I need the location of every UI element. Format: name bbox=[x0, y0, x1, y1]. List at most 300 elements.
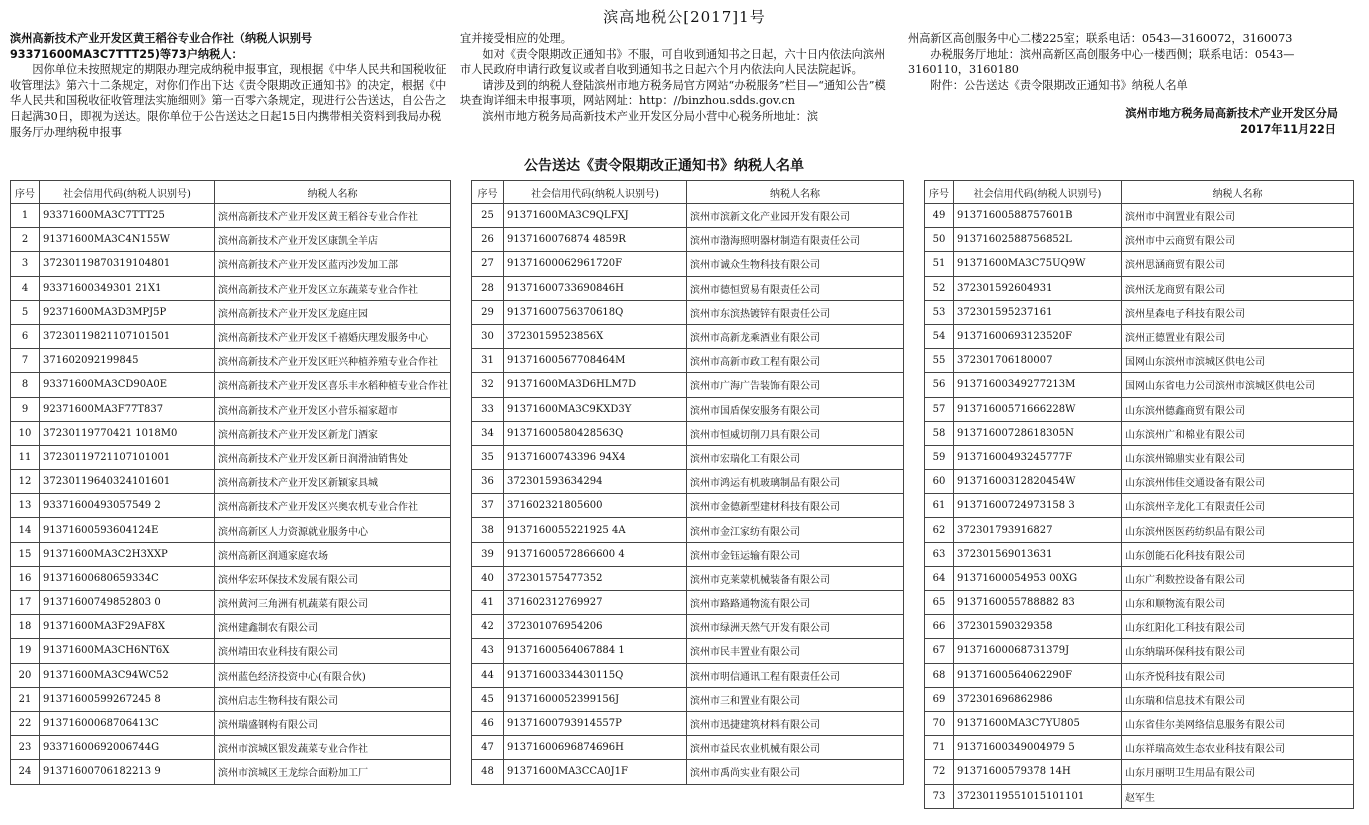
notice-column-1 bbox=[10, 31, 448, 140]
row-number: 27 bbox=[472, 252, 504, 276]
row-number: 43 bbox=[472, 639, 504, 663]
credit-code: 91371600743396 94X4 bbox=[504, 445, 687, 469]
credit-code: 91371600696874696H bbox=[504, 736, 687, 760]
credit-code: 91371600693123520F bbox=[954, 324, 1122, 348]
row-number: 19 bbox=[11, 639, 40, 663]
credit-code: 91371600312820454W bbox=[954, 470, 1122, 494]
taxpayer-name: 滨州高新区人力资源就业服务中心 bbox=[215, 518, 451, 542]
row-number: 38 bbox=[472, 518, 504, 542]
table-row bbox=[11, 470, 451, 494]
credit-code: 91371600MA3D6HLM7D bbox=[504, 373, 687, 397]
row-number: 6 bbox=[11, 324, 40, 348]
credit-code: 37230119821107101501 bbox=[40, 324, 215, 348]
credit-code: 91371600MA3C9KXD3Y bbox=[504, 397, 687, 421]
taxpayer-name: 滨州市高新市政工程有限公司 bbox=[687, 349, 904, 373]
table-row bbox=[472, 397, 904, 421]
row-number: 11 bbox=[11, 445, 40, 469]
row-number: 46 bbox=[472, 711, 504, 735]
row-number: 71 bbox=[925, 736, 954, 760]
taxpayer-name: 滨州市民丰置业有限公司 bbox=[687, 639, 904, 663]
taxpayer-name: 滨州市金钰运输有限公司 bbox=[687, 542, 904, 566]
table-row bbox=[925, 276, 1354, 300]
row-number: 25 bbox=[472, 204, 504, 228]
taxpayer-name: 滨州市鸿运有机玻璃制品有限公司 bbox=[687, 470, 904, 494]
taxpayer-name: 滨州高新技术产业开发区小营乐福家超市 bbox=[215, 397, 451, 421]
table-row bbox=[472, 349, 904, 373]
table-row bbox=[472, 760, 904, 784]
taxpayer-name: 滨州市滨新文化产业园开发有限公司 bbox=[687, 204, 904, 228]
credit-code: 91371600062961720F bbox=[504, 252, 687, 276]
credit-code: 93371600493057549 2 bbox=[40, 494, 215, 518]
credit-code: 371602312769927 bbox=[504, 591, 687, 615]
credit-code: 91371600580428563Q bbox=[504, 421, 687, 445]
credit-code: 91371600MA3F29AF8X bbox=[40, 615, 215, 639]
credit-code: 371602092199845 bbox=[40, 349, 215, 373]
row-number: 63 bbox=[925, 542, 954, 566]
table-row bbox=[11, 736, 451, 760]
table-header-row bbox=[11, 181, 451, 204]
header-no: 序号 bbox=[11, 181, 40, 204]
row-number: 45 bbox=[472, 687, 504, 711]
table-row bbox=[925, 445, 1354, 469]
table-row bbox=[925, 542, 1354, 566]
credit-code: 91371600588757601B bbox=[954, 204, 1122, 228]
row-number: 16 bbox=[11, 566, 40, 590]
table-row bbox=[472, 542, 904, 566]
table-row bbox=[11, 639, 451, 663]
row-number: 54 bbox=[925, 324, 954, 348]
taxpayer-name: 滨州市迅捷建筑材料有限公司 bbox=[687, 711, 904, 735]
credit-code: 91371600564062290F bbox=[954, 663, 1122, 687]
taxpayer-name: 山东滨州锦鼎实业有限公司 bbox=[1122, 445, 1354, 469]
credit-code: 91371600599267245 8 bbox=[40, 687, 215, 711]
row-number: 2 bbox=[11, 228, 40, 252]
taxpayer-name: 滨州市禹尚实业有限公司 bbox=[687, 760, 904, 784]
header-code: 社会信用代码(纳税人识别号) bbox=[954, 181, 1122, 204]
credit-code: 371602321805600 bbox=[504, 494, 687, 518]
table-row bbox=[472, 711, 904, 735]
row-number: 66 bbox=[925, 615, 954, 639]
table-row bbox=[925, 252, 1354, 276]
table-row bbox=[472, 663, 904, 687]
table-row bbox=[11, 542, 451, 566]
taxpayer-name: 滨州高新技术产业开发区千禧婚庆理发服务中心 bbox=[215, 324, 451, 348]
notice-paragraph: 宜并接受相应的处理。 bbox=[460, 32, 572, 45]
table-row bbox=[11, 591, 451, 615]
table-row bbox=[925, 591, 1354, 615]
row-number: 36 bbox=[472, 470, 504, 494]
credit-code: 372301595237161 bbox=[954, 300, 1122, 324]
taxpayer-name: 滨州高新技术产业开发区新颖家具城 bbox=[215, 470, 451, 494]
row-number: 61 bbox=[925, 494, 954, 518]
row-number: 28 bbox=[472, 276, 504, 300]
table-row bbox=[472, 228, 904, 252]
notice-column-3 bbox=[908, 31, 1338, 138]
table-row bbox=[472, 591, 904, 615]
credit-code: 91371600MA3C75UQ9W bbox=[954, 252, 1122, 276]
table-header-row bbox=[925, 181, 1354, 204]
credit-code: 372301793916827 bbox=[954, 518, 1122, 542]
credit-code: 93371600692006744G bbox=[40, 736, 215, 760]
credit-code: 91371600680659334C bbox=[40, 566, 215, 590]
credit-code: 91371602588756852L bbox=[954, 228, 1122, 252]
taxpayer-name: 国网山东滨州市滨城区供电公司 bbox=[1122, 349, 1354, 373]
credit-code: 91371600564067884 1 bbox=[504, 639, 687, 663]
row-number: 57 bbox=[925, 397, 954, 421]
table-row bbox=[472, 421, 904, 445]
taxpayer-name: 滨州沃龙商贸有限公司 bbox=[1122, 276, 1354, 300]
document-number: 滨高地税公[2017]1号 bbox=[603, 8, 766, 26]
credit-code: 91371600334430115Q bbox=[504, 663, 687, 687]
credit-code: 37230119640324101601 bbox=[40, 470, 215, 494]
credit-code: 372301696862986 bbox=[954, 687, 1122, 711]
table-row bbox=[11, 349, 451, 373]
row-number: 67 bbox=[925, 639, 954, 663]
taxpayer-name: 滨州市三和置业有限公司 bbox=[687, 687, 904, 711]
header-name: 纳税人名称 bbox=[215, 181, 451, 204]
taxpayer-name: 滨州高新技术产业开发区立东蔬菜专业合作社 bbox=[215, 276, 451, 300]
table-row bbox=[11, 445, 451, 469]
credit-code: 372301592604931 bbox=[954, 276, 1122, 300]
table-row bbox=[11, 397, 451, 421]
row-number: 53 bbox=[925, 300, 954, 324]
table-row bbox=[472, 518, 904, 542]
header-name: 纳税人名称 bbox=[687, 181, 904, 204]
table-row bbox=[472, 276, 904, 300]
header-no: 序号 bbox=[925, 181, 954, 204]
row-number: 35 bbox=[472, 445, 504, 469]
row-number: 21 bbox=[11, 687, 40, 711]
row-number: 73 bbox=[925, 784, 954, 808]
taxpayer-name: 国网山东省电力公司滨州市滨城区供电公司 bbox=[1122, 373, 1354, 397]
taxpayer-name: 滨州高新技术产业开发区新日润滑油销售处 bbox=[215, 445, 451, 469]
row-number: 39 bbox=[472, 542, 504, 566]
credit-code: 372301076954206 bbox=[504, 615, 687, 639]
taxpayer-name: 赵军生 bbox=[1122, 784, 1354, 808]
row-number: 8 bbox=[11, 373, 40, 397]
credit-code: 91371600MA3C9QLFXJ bbox=[504, 204, 687, 228]
table-row bbox=[925, 349, 1354, 373]
credit-code: 91371600567708464M bbox=[504, 349, 687, 373]
row-number: 51 bbox=[925, 252, 954, 276]
row-number: 13 bbox=[11, 494, 40, 518]
row-number: 15 bbox=[11, 542, 40, 566]
credit-code: 91371600571666228W bbox=[954, 397, 1122, 421]
credit-code: 91371600733690846H bbox=[504, 276, 687, 300]
row-number: 70 bbox=[925, 711, 954, 735]
taxpayer-name: 山东滨州德鑫商贸有限公司 bbox=[1122, 397, 1354, 421]
credit-code: 92371600MA3F77T837 bbox=[40, 397, 215, 421]
notice-addressee: 滨州高新技术产业开发区黄王稻谷专业合作社（纳税人识别号93371600MA3C7TTT25)等73户纳税人： bbox=[10, 32, 313, 61]
table-row bbox=[472, 639, 904, 663]
taxpayer-name: 滨州高新技术产业开发区喜乐丰水稻种植专业合作社 bbox=[215, 373, 451, 397]
row-number: 9 bbox=[11, 397, 40, 421]
header-code: 社会信用代码(纳税人识别号) bbox=[504, 181, 687, 204]
taxpayer-name: 山东和顺物流有限公司 bbox=[1122, 591, 1354, 615]
taxpayer-name: 山东滨州医医药纺织品有限公司 bbox=[1122, 518, 1354, 542]
row-number: 62 bbox=[925, 518, 954, 542]
credit-code: 91371600052399156J bbox=[504, 687, 687, 711]
taxpayer-name: 滨州建鑫制农有限公司 bbox=[215, 615, 451, 639]
notice-paragraph: 请涉及到的纳税人登陆滨州市地方税务局官方网站“办税服务”栏目—“通知公告”模块查询详细未申报事项，网站网址：http：//binzhou.sdds.gov.cn bbox=[460, 78, 886, 108]
row-number: 65 bbox=[925, 591, 954, 615]
table-row bbox=[472, 615, 904, 639]
credit-code: 372301569013631 bbox=[954, 542, 1122, 566]
table-row bbox=[472, 300, 904, 324]
table-row bbox=[11, 300, 451, 324]
table-row bbox=[925, 228, 1354, 252]
row-number: 58 bbox=[925, 421, 954, 445]
table-row bbox=[925, 204, 1354, 228]
taxpayer-name: 滨州华宏环保技术发展有限公司 bbox=[215, 566, 451, 590]
table-row bbox=[11, 276, 451, 300]
row-number: 22 bbox=[11, 711, 40, 735]
table-row bbox=[11, 228, 451, 252]
table-row bbox=[925, 300, 1354, 324]
table-row bbox=[925, 470, 1354, 494]
credit-code: 91371600728618305N bbox=[954, 421, 1122, 445]
table-row bbox=[11, 687, 451, 711]
taxpayer-name: 山东月丽明卫生用品有限公司 bbox=[1122, 760, 1354, 784]
table-row bbox=[472, 687, 904, 711]
notice-paragraph: 滨州市地方税务局高新技术产业开发区分局小营中心税务所地址：滨 bbox=[482, 109, 819, 123]
credit-code: 91371600493245777F bbox=[954, 445, 1122, 469]
taxpayer-name: 山东纳瑞环保科技有限公司 bbox=[1122, 639, 1354, 663]
notice-column-2 bbox=[460, 31, 895, 125]
credit-code: 91371600054953 00XG bbox=[954, 566, 1122, 590]
taxpayer-name: 滨州市绿洲天然气开发有限公司 bbox=[687, 615, 904, 639]
table-row bbox=[11, 518, 451, 542]
credit-code: 93371600349301 21X1 bbox=[40, 276, 215, 300]
credit-code: 91371600MA3CCA0J1F bbox=[504, 760, 687, 784]
table-row bbox=[925, 324, 1354, 348]
row-number: 18 bbox=[11, 615, 40, 639]
row-number: 31 bbox=[472, 349, 504, 373]
taxpayer-name: 滨州市克莱蒙机械装备有限公司 bbox=[687, 566, 904, 590]
row-number: 26 bbox=[472, 228, 504, 252]
taxpayer-name: 滨州市金德新型建材科技有限公司 bbox=[687, 494, 904, 518]
credit-code: 91371600793914557P bbox=[504, 711, 687, 735]
table-row bbox=[925, 687, 1354, 711]
list-title: 公告送达《责令限期改正通知书》纳税人名单 bbox=[524, 158, 804, 174]
row-number: 23 bbox=[11, 736, 40, 760]
taxpayer-name: 滨州高新技术产业开发区黄王稻谷专业合作社 bbox=[215, 204, 451, 228]
row-number: 34 bbox=[472, 421, 504, 445]
row-number: 49 bbox=[925, 204, 954, 228]
taxpayer-name: 山东创能石化科技有限公司 bbox=[1122, 542, 1354, 566]
table-row bbox=[472, 470, 904, 494]
taxpayer-name: 滨州市明信通讯工程有限责任公司 bbox=[687, 663, 904, 687]
credit-code: 91371600579378 14H bbox=[954, 760, 1122, 784]
table-row bbox=[11, 204, 451, 228]
credit-code: 372301575477352 bbox=[504, 566, 687, 590]
table-row bbox=[472, 252, 904, 276]
credit-code: 37230119770421 1018M0 bbox=[40, 421, 215, 445]
row-number: 68 bbox=[925, 663, 954, 687]
taxpayer-name: 滨州高新技术产业开发区旺兴种植养殖专业合作社 bbox=[215, 349, 451, 373]
table-row bbox=[11, 421, 451, 445]
taxpayer-name: 滨州市益民农业机械有限公司 bbox=[687, 736, 904, 760]
taxpayer-name: 滨州思涵商贸有限公司 bbox=[1122, 252, 1354, 276]
taxpayer-name: 山东省佳尔美网络信息服务有限公司 bbox=[1122, 711, 1354, 735]
taxpayer-name: 山东广利数控设备有限公司 bbox=[1122, 566, 1354, 590]
row-number: 41 bbox=[472, 591, 504, 615]
taxpayer-table bbox=[924, 180, 1354, 809]
taxpayer-name: 山东祥瑞高效生态农业科技有限公司 bbox=[1122, 736, 1354, 760]
row-number: 56 bbox=[925, 373, 954, 397]
credit-code: 93371600MA3CD90A0E bbox=[40, 373, 215, 397]
notice-attachment: 附件：公告送达《责令限期改正通知书》纳税人名单 bbox=[930, 78, 1188, 92]
row-number: 44 bbox=[472, 663, 504, 687]
taxpayer-name: 滨州高新技术产业开发区新龙门酒家 bbox=[215, 421, 451, 445]
row-number: 48 bbox=[472, 760, 504, 784]
row-number: 33 bbox=[472, 397, 504, 421]
table-row bbox=[925, 494, 1354, 518]
credit-code: 91371600706182213 9 bbox=[40, 760, 215, 784]
row-number: 60 bbox=[925, 470, 954, 494]
credit-code: 91371600068731379J bbox=[954, 639, 1122, 663]
taxpayer-table bbox=[471, 180, 904, 785]
credit-code: 37230119721107101001 bbox=[40, 445, 215, 469]
taxpayer-name: 滨州正德置业有限公司 bbox=[1122, 324, 1354, 348]
table-row bbox=[925, 711, 1354, 735]
header-name: 纳税人名称 bbox=[1122, 181, 1354, 204]
credit-code: 91371600724973158 3 bbox=[954, 494, 1122, 518]
table-row bbox=[11, 711, 451, 735]
row-number: 20 bbox=[11, 663, 40, 687]
table-row bbox=[925, 566, 1354, 590]
table-row bbox=[925, 373, 1354, 397]
taxpayer-name: 滨州高新技术产业开发区龙庭庄园 bbox=[215, 300, 451, 324]
credit-code: 37230119551015101101 bbox=[954, 784, 1122, 808]
credit-code: 91371600349277213M bbox=[954, 373, 1122, 397]
row-number: 32 bbox=[472, 373, 504, 397]
signing-date: 2017年11月22日 bbox=[1240, 122, 1336, 136]
table-row bbox=[472, 204, 904, 228]
table-row bbox=[11, 663, 451, 687]
credit-code: 91371600MA3C2H3XXP bbox=[40, 542, 215, 566]
credit-code: 91371600MA3C7YU805 bbox=[954, 711, 1122, 735]
table-row bbox=[925, 663, 1354, 687]
taxpayer-name: 滨州启志生物科技有限公司 bbox=[215, 687, 451, 711]
taxpayer-table bbox=[10, 180, 451, 785]
table-row bbox=[472, 736, 904, 760]
taxpayer-name: 滨州高新区润通家庭农场 bbox=[215, 542, 451, 566]
taxpayer-name: 滨州高新技术产业开发区康凯全羊店 bbox=[215, 228, 451, 252]
row-number: 17 bbox=[11, 591, 40, 615]
notice-paragraph: 州高新区高创服务中心二楼225室；联系电话：0543—3160072，3160073 bbox=[908, 32, 1293, 45]
table-row bbox=[472, 445, 904, 469]
row-number: 55 bbox=[925, 349, 954, 373]
header-no: 序号 bbox=[472, 181, 504, 204]
row-number: 42 bbox=[472, 615, 504, 639]
credit-code: 372301593634294 bbox=[504, 470, 687, 494]
taxpayer-name: 山东滨州广和棉业有限公司 bbox=[1122, 421, 1354, 445]
credit-code: 91371600349004979 5 bbox=[954, 736, 1122, 760]
taxpayer-name: 滨州星森电子科技有限公司 bbox=[1122, 300, 1354, 324]
taxpayer-name: 滨州市德恒贸易有限责任公司 bbox=[687, 276, 904, 300]
row-number: 14 bbox=[11, 518, 40, 542]
row-number: 4 bbox=[11, 276, 40, 300]
credit-code: 92371600MA3D3MPJ5P bbox=[40, 300, 215, 324]
taxpayer-name: 滨州市金江家纺有限公司 bbox=[687, 518, 904, 542]
taxpayer-name: 滨州高新技术产业开发区兴奥农机专业合作社 bbox=[215, 494, 451, 518]
table-row bbox=[11, 760, 451, 784]
taxpayer-name: 山东滨州辛龙化工有限责任公司 bbox=[1122, 494, 1354, 518]
table-row bbox=[925, 615, 1354, 639]
taxpayer-name: 滨州市恒威切削刀具有限公司 bbox=[687, 421, 904, 445]
notice-body: 因你单位未按照规定的期限办理完成纳税申报事宜，现根据《中华人民共和国税收征收管理法》第六十二条规定，对你们作出下达《责令限期改正通知书》的决定，根据《中华人民共和国税收征收管理法实施细则》第一百零六条规定，现进行公告送达，自公告之日起满30日，即视为送达。限你单位于公告送达之日起15日内携带相关资料到我局办税服务厅办理纳税申报事 bbox=[10, 63, 447, 139]
taxpayer-name: 滨州市渤海照明器材制造有限责任公司 bbox=[687, 228, 904, 252]
row-number: 29 bbox=[472, 300, 504, 324]
taxpayer-name: 滨州市东滨热镀锌有限责任公司 bbox=[687, 300, 904, 324]
row-number: 64 bbox=[925, 566, 954, 590]
row-number: 52 bbox=[925, 276, 954, 300]
row-number: 30 bbox=[472, 324, 504, 348]
taxpayer-name: 滨州市诚众生物科技有限公司 bbox=[687, 252, 904, 276]
credit-code: 91371600593604124E bbox=[40, 518, 215, 542]
credit-code: 93371600MA3C7TTT25 bbox=[40, 204, 215, 228]
taxpayer-name: 滨州靖田农业科技有限公司 bbox=[215, 639, 451, 663]
credit-code: 9137160055788882 83 bbox=[954, 591, 1122, 615]
table-row bbox=[472, 373, 904, 397]
row-number: 40 bbox=[472, 566, 504, 590]
table-row bbox=[925, 736, 1354, 760]
notice-paragraph: 如对《责令限期改正通知书》不服，可自收到通知书之日起，六十日内依法向滨州市人民政府申请行政复议或者自收到通知书之日起六个月内依法向人民法院起诉。 bbox=[460, 47, 886, 77]
credit-code: 372301706180007 bbox=[954, 349, 1122, 373]
row-number: 12 bbox=[11, 470, 40, 494]
row-number: 24 bbox=[11, 760, 40, 784]
row-number: 10 bbox=[11, 421, 40, 445]
table-row bbox=[11, 252, 451, 276]
credit-code: 91371600MA3CH6NT6X bbox=[40, 639, 215, 663]
table-row bbox=[11, 324, 451, 348]
row-number: 59 bbox=[925, 445, 954, 469]
taxpayer-name: 滨州蓝色经济投资中心(有限合伙) bbox=[215, 663, 451, 687]
taxpayer-name: 滨州瑞盛钢构有限公司 bbox=[215, 711, 451, 735]
taxpayer-name: 山东瑞和信息技术有限公司 bbox=[1122, 687, 1354, 711]
taxpayer-name: 滨州市广海广告装饰有限公司 bbox=[687, 373, 904, 397]
taxpayer-name: 滨州市高新龙乘酒业有限公司 bbox=[687, 324, 904, 348]
taxpayer-name: 山东滨州伟佳交通设备有限公司 bbox=[1122, 470, 1354, 494]
table-row bbox=[925, 760, 1354, 784]
credit-code: 9137160076874 4859R bbox=[504, 228, 687, 252]
taxpayer-name: 滨州市滨城区银发蔬菜专业合作社 bbox=[215, 736, 451, 760]
taxpayer-name: 滨州高新技术产业开发区蓝丙沙发加工部 bbox=[215, 252, 451, 276]
credit-code: 91371600MA3C94WC52 bbox=[40, 663, 215, 687]
row-number: 69 bbox=[925, 687, 954, 711]
table-row bbox=[472, 324, 904, 348]
credit-code: 9137160055221925 4A bbox=[504, 518, 687, 542]
credit-code: 91371600MA3C4N155W bbox=[40, 228, 215, 252]
row-number: 3 bbox=[11, 252, 40, 276]
table-row bbox=[11, 494, 451, 518]
taxpayer-name: 山东齐悦科技有限公司 bbox=[1122, 663, 1354, 687]
row-number: 5 bbox=[11, 300, 40, 324]
row-number: 37 bbox=[472, 494, 504, 518]
credit-code: 91371600572866600 4 bbox=[504, 542, 687, 566]
table-header-row bbox=[472, 181, 904, 204]
row-number: 1 bbox=[11, 204, 40, 228]
taxpayer-name: 滨州黄河三角洲有机蔬菜有限公司 bbox=[215, 591, 451, 615]
taxpayer-name: 滨州市滨城区王龙综合面粉加工厂 bbox=[215, 760, 451, 784]
table-row bbox=[925, 397, 1354, 421]
table-row bbox=[925, 784, 1354, 808]
table-row bbox=[11, 615, 451, 639]
table-row bbox=[472, 566, 904, 590]
table-row bbox=[925, 518, 1354, 542]
taxpayer-name: 滨州市中云商贸有限公司 bbox=[1122, 228, 1354, 252]
